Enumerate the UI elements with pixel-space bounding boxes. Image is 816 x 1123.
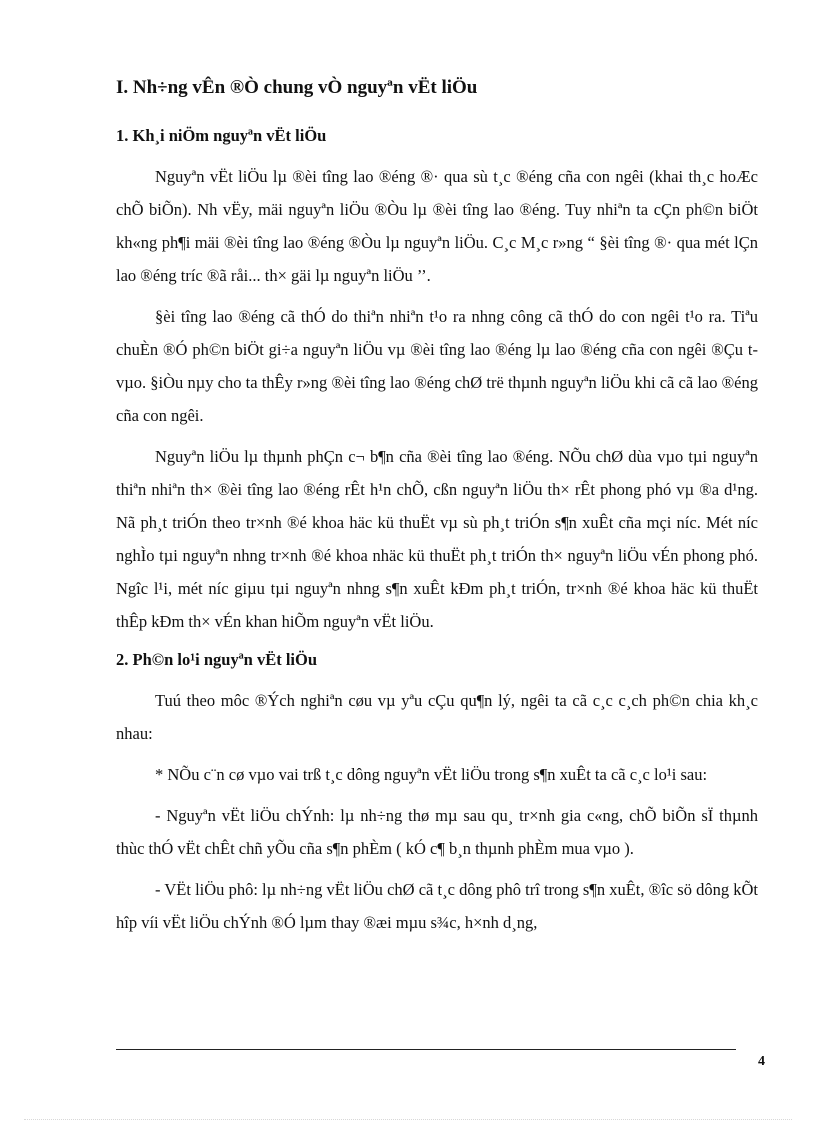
section-2-paragraph-2: * NÕu c¨n cø vµo vai trß t¸c dông nguyªn vËt liÖu trong s¶n xuÊt ta cã c¸c lo¹i sau: [155,765,708,784]
section-1-paragraph-1: Nguyªn vËt liÖu lµ ®èi tîng lao ®éng ®· qua sù t¸c ®éng cña con ngêi (khai th¸c hoÆc chÕ biÕn). Nh vËy, mäi nguyªn liÖu ®Òu lµ ®èi tîng lao ®éng. Tuy nhiªn ta cÇn ph©n biÖt kh«ng ph¶i mäi ®èi tîng lao ®éng ®Òu lµ nguyªn liÖu. C¸c M¸c r»ng “ §èi tîng ®· qua mét lÇn lao ®éng tríc ®ã råi... th× gäi lµ nguyªn liÖu ’’. [116,167,758,285]
section-1-paragraph-2: §èi tîng lao ®éng cã thÓ do thiªn nhiªn t¹o ra nhng công cã thÓ do con ngêi t¹o ra. Tiªu chuÈn ®Ó ph©n biÖt gi÷a nguyªn liÖu vµ ®èi tîng lao ®éng lµ lao ®éng cña con ngêi ®Çu t vµo. §iÒu nµy cho ta thÊy r»ng ®èi tîng lao ®éng chØ trë thµnh nguyªn liÖu khi cã cã lao ®éng cña con ngêi. [116,307,758,425]
section-2-paragraph-1: Tuú theo môc ®Ých nghiªn cøu vµ yªu cÇu qu¶n lý, ngêi ta cã c¸c c¸ch ph©n chia kh¸c nhau: [116,691,758,743]
section-2-title: 2. Ph©n lo¹i nguyªn vËt liÖu [116,650,318,669]
section-1-paragraph-3: Nguyªn liÖu lµ thµnh phÇn c¬ b¶n cña ®èi tîng lao ®éng. NÕu chØ dùa vµo tµi nguyªn thiªn nhiªn th× ®èi tîng lao ®éng rÊt h¹n chÕ, cßn nguyªn liÖu th× rÊt phong phó vµ ®a d¹ng. Nã ph¸t triÓn theo tr×nh ®é khoa häc kü thuËt vµ sù ph¸t triÓn s¶n xuÊt cña mçi níc. Mét níc nghÌo tµi nguyªn nhng tr×nh ®é khoa nhäc kü thuËt ph¸t triÓn th× nguyªn liÖu vÉn phong phó. Ngîc l¹i, mét níc giµu tµi nguyªn nhng s¶n xuÊt kÐm ph¸t triÓn, tr×nh ®é khoa häc kü thuËt thÊp kÐm th× vÉn khan hiÕm nguyªn vËt liÖu. [116,447,758,631]
page-number: 4 [758,1054,765,1069]
section-2-paragraph-4: - VËt liÖu phô: lµ nh÷ng vËt liÖu chØ cã t¸c dông phô trî trong s¶n xuÊt, ®îc sö dông kÕt hîp víi vËt liÖu chÝnh ®Ó lµm thay ®æi mµu s¾c, h×nh d¸ng, [116,880,758,932]
document-body [116,74,758,947]
section-1-title: 1. Kh¸i niÖm nguyªn vËt liÖu [116,126,327,145]
section-2-paragraph-3: - Nguyªn vËt liÖu chÝnh: lµ nh÷ng thø mµ sau qu¸ tr×nh gia c«ng, chÕ biÕn sÏ thµnh thùc thÓ vËt chÊt chñ yÕu cña s¶n phÈm ( kÓ c¶ b¸n thµnh phÈm mua vµo ). [116,806,758,858]
footer-rule [116,1049,736,1050]
main-heading: I. Nh÷ng vÊn ®Ò chung vÒ nguyªn vËt liÖu [116,77,478,98]
page-bottom-edge [24,1119,792,1120]
